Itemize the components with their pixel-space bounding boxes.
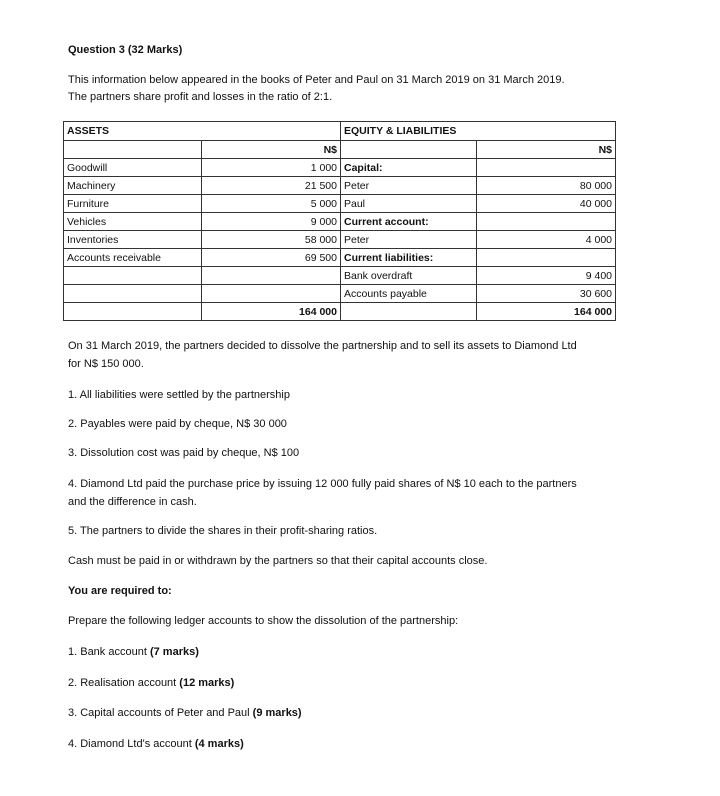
intro-line-2: The partners share profit and losses in the ratio of 2:1. bbox=[68, 91, 333, 103]
task-marks: (9 marks) bbox=[252, 707, 302, 719]
asset-amount bbox=[202, 267, 341, 285]
asset-name: Furniture bbox=[64, 195, 202, 213]
equity-amount bbox=[477, 213, 616, 231]
question-title bbox=[68, 44, 182, 56]
cell bbox=[341, 303, 477, 321]
table-row bbox=[64, 177, 616, 195]
dissolution-line-1: On 31 March 2019, the partners decided to dissolve the partnership and to sell its assets to Diamond Ltd bbox=[68, 340, 577, 352]
currency-header: N$ bbox=[477, 141, 616, 159]
table-row bbox=[64, 231, 616, 249]
asset-amount: 69 500 bbox=[202, 249, 341, 267]
title-text: Question 3 (32 Marks) bbox=[68, 44, 183, 56]
table-row bbox=[64, 267, 616, 285]
asset-amount: 1 000 bbox=[202, 159, 341, 177]
assets-header: ASSETS bbox=[64, 122, 341, 141]
asset-amount bbox=[202, 285, 341, 303]
equity-amount: 4 000 bbox=[477, 231, 616, 249]
asset-name: Goodwill bbox=[64, 159, 202, 177]
equity-name: Current liabilities: bbox=[341, 249, 477, 267]
task-label: 1. Bank account bbox=[68, 646, 150, 658]
task-2 bbox=[68, 677, 234, 689]
cell bbox=[341, 141, 477, 159]
asset-name bbox=[64, 285, 202, 303]
asset-name: Machinery bbox=[64, 177, 202, 195]
table-row bbox=[64, 159, 616, 177]
table-row bbox=[64, 195, 616, 213]
cell bbox=[64, 141, 202, 159]
equity-name: Bank overdraft bbox=[341, 267, 477, 285]
required-heading bbox=[68, 585, 172, 597]
task-label: 2. Realisation account bbox=[68, 677, 180, 689]
task-marks: (4 marks) bbox=[194, 738, 244, 750]
equity-name: Capital: bbox=[341, 159, 477, 177]
task-marks: (12 marks) bbox=[179, 677, 235, 689]
task-4 bbox=[68, 738, 244, 750]
item-1: 1. All liabilities were settled by the partnership bbox=[68, 389, 290, 401]
table-row bbox=[64, 285, 616, 303]
asset-name bbox=[64, 267, 202, 285]
equity-amount bbox=[477, 159, 616, 177]
item-4: 4. Diamond Ltd paid the purchase price by issuing 12 000 fully paid shares of N$ 10 each to the partners bbox=[68, 478, 577, 490]
equity-name: Peter bbox=[341, 177, 477, 195]
item-4-cont: and the difference in cash. bbox=[68, 496, 197, 508]
task-3 bbox=[68, 707, 302, 719]
item-2: 2. Payables were paid by cheque, N$ 30 000 bbox=[68, 418, 287, 430]
equity-amount bbox=[477, 249, 616, 267]
equity-name: Peter bbox=[341, 231, 477, 249]
asset-name: Accounts receivable bbox=[64, 249, 202, 267]
equity-name: Current account: bbox=[341, 213, 477, 231]
asset-amount: 21 500 bbox=[202, 177, 341, 195]
prepare-text: Prepare the following ledger accounts to show the dissolution of the partnership: bbox=[68, 615, 459, 627]
equity-amount: 80 000 bbox=[477, 177, 616, 195]
cell bbox=[64, 303, 202, 321]
asset-amount: 58 000 bbox=[202, 231, 341, 249]
item-5: 5. The partners to divide the shares in their profit-sharing ratios. bbox=[68, 525, 378, 537]
asset-name: Inventories bbox=[64, 231, 202, 249]
equity-header: EQUITY & LIABILITIES bbox=[341, 122, 616, 141]
equity-amount: 30 600 bbox=[477, 285, 616, 303]
cash-note: Cash must be paid in or withdrawn by the partners so that their capital accounts close. bbox=[68, 555, 488, 567]
table-row bbox=[64, 249, 616, 267]
asset-amount: 5 000 bbox=[202, 195, 341, 213]
total-equity: 164 000 bbox=[477, 303, 616, 321]
balance-sheet-table bbox=[63, 121, 616, 321]
equity-amount: 9 400 bbox=[477, 267, 616, 285]
total-assets: 164 000 bbox=[202, 303, 341, 321]
asset-name: Vehicles bbox=[64, 213, 202, 231]
equity-name: Paul bbox=[341, 195, 477, 213]
intro-line-1: This information below appeared in the books of Peter and Paul on 31 March 2019 on 31 March 2019. bbox=[68, 74, 565, 86]
currency-header: N$ bbox=[202, 141, 341, 159]
task-label: 4. Diamond Ltd's account bbox=[68, 738, 195, 750]
task-label: 3. Capital accounts of Peter and Paul bbox=[68, 707, 253, 719]
equity-amount: 40 000 bbox=[477, 195, 616, 213]
asset-amount: 9 000 bbox=[202, 213, 341, 231]
required-text: You are required to: bbox=[68, 585, 172, 597]
equity-name: Accounts payable bbox=[341, 285, 477, 303]
dissolution-line-2: for N$ 150 000. bbox=[68, 358, 144, 370]
task-marks: (7 marks) bbox=[149, 646, 199, 658]
item-3: 3. Dissolution cost was paid by cheque, N$ 100 bbox=[68, 447, 300, 459]
task-1 bbox=[68, 646, 199, 658]
table-row bbox=[64, 213, 616, 231]
